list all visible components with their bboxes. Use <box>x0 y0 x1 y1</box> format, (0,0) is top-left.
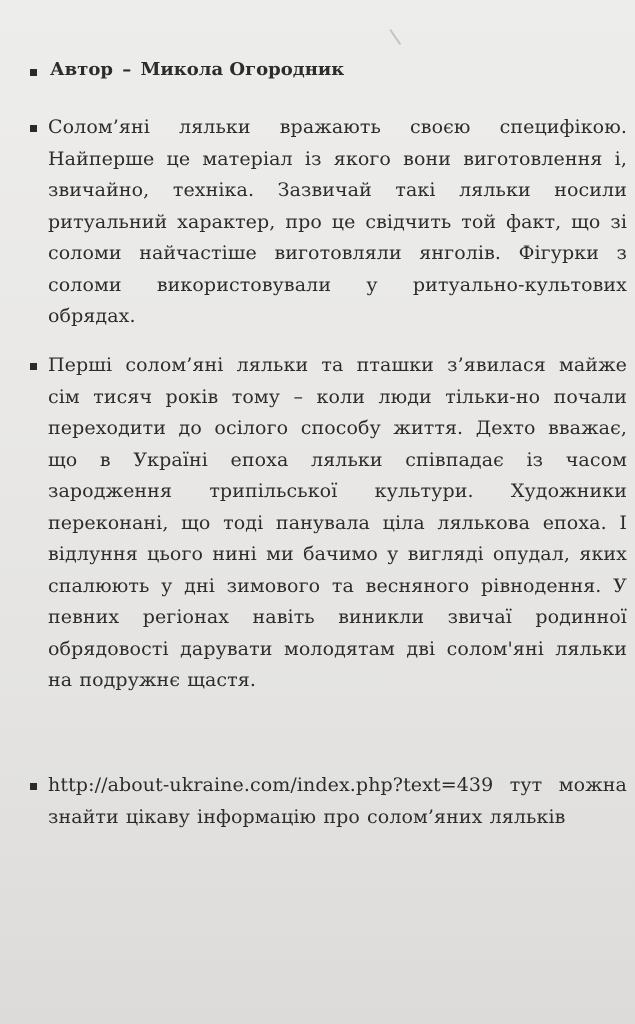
paragraph-item-1 <box>30 112 627 333</box>
author-label: Автор <box>50 59 113 80</box>
paragraph-text: Солом’яні ляльки вражають своєю специфікою. Найперше це матеріал із якого вони виготовлення і, звичайно, техніка. Зазвичай такі ляльки носили ритуальний характер, про це свідчить той факт, що зі соломи найчастіше виготовляли янголів. Фігурки з соломи використовували у ритуально-культових обрядах. <box>48 116 627 327</box>
bullet-icon <box>30 69 37 76</box>
paper-mark <box>389 21 412 45</box>
paragraph-item-2 <box>30 350 627 697</box>
link-item <box>30 770 627 833</box>
paragraph-text: Перші солом’яні ляльки та пташки з’явилася майже сім тисяч років тому – коли люди тільки-но почали переходити до осілого способу життя. Дехто вважає, що в Україні епоха ляльки співпадає із часом зародження трипільської культури. Художники переконані, що тоді панувала ціла лялькова епоха. І відлуння цього нині ми бачимо у вигляді опудал, яких спалюють у дні зимового та весняного рівнодення. У певних регіонах навіть виникли звичаї родинної обрядовості дарувати молодятам дві солом'яні ляльки на подружнє щастя. <box>48 354 627 691</box>
author-item <box>30 58 627 82</box>
source-link[interactable]: http://about-ukraine.com/index.php?text=439 <box>48 774 494 796</box>
author-name: Микола Огородник <box>140 59 345 80</box>
author-separator: – <box>122 59 132 80</box>
bullet-icon <box>30 125 37 132</box>
bullet-icon <box>30 363 37 370</box>
link-description: тут можна знайти цікаву інформацію про солом’яних ляльків <box>48 774 627 828</box>
bullet-icon <box>30 783 37 790</box>
author-line <box>50 58 627 82</box>
link-item-text <box>48 770 627 833</box>
